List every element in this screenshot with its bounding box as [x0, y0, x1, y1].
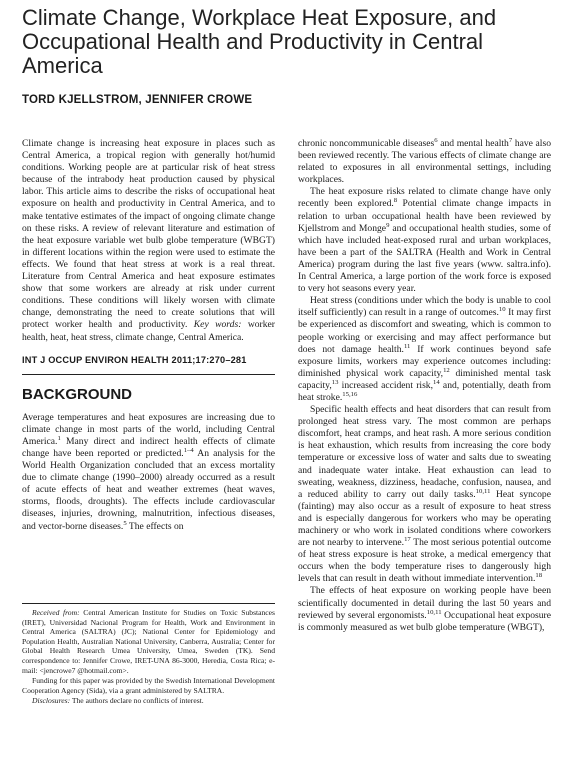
- body-paragraph: Specific health effects and heat disorders that can result from prolonged heat stress vary. The most common are perhaps discomfort, heat cramps, and heat rash. A more serious condition is heat exhaustion, which results from increasing the core body temperature or excessive loss of water and salts due to sweating and inadequate water intake. Heat exhaustion can lead to sweating, weakness, dizziness, headache, confusion, nausea, and a reduced ability to carry out daily tasks.$^{10,11}$ Heat syncope (fainting) may also occur as a result of exposure to heat stress and is especially dangerous for workers who may be operating machinery or who work in isolated conditions where coworkers are not nearby to intervene.$^{17}$ The most serious potential outcome of heat stress exposure is heat stroke, a medical emergency that occurs when the body temperature rises to dangerously high levels that can result in death without immediate intervention.$^{18}$: [298, 404, 551, 585]
- section-divider: [22, 374, 275, 375]
- background-paragraph: Average temperatures and heat exposures are increasing due to climate change in most parts of the world, including Central America.$^1$ Many direct and indirect health effects of climate change have been reported or predicted.$^{1-4}$ An analysis for the World Health Organization concluded that an excess mortality due to climate change (1990–2000) already occurred as a result of acute effects of heat and weather extremes (heat waves, storms, floods, droughts). The effects include cardiovascular diseases, injuries, drowning, malnutrition, infectious diseases, and vector-borne diseases.$^5$ The effects on: [22, 411, 276, 532]
- footnote-funding: Funding for this paper was provided by the Swedish International Development Cooperation Agency (Sida), via a grant administered by SALTRA.: [22, 676, 275, 695]
- body-paragraph: chronic noncommunicable diseases$^6$ and mental health$^7$ have also been reviewed recently. The various effects of climate change are related to exposures in all environmental settings, including workplaces.: [298, 136, 551, 186]
- keywords-label: Key words:: [193, 319, 242, 331]
- keywords: worker health, heat, heat stress, climate change, Central America.: [22, 319, 275, 343]
- body-paragraph: The heat exposure risks related to climate change have only recently been explored.$^8$ Potential climate change impacts in relation to urban occupational health have been reviewed by Kjellstrom and Monge$^9$ and occupational health studies, some of which have included heat-exposed rural and urban workplaces, have been a part of the SALTRA (Health and Work in Central America) program during the last five years (www. saltra.info). In Central America, a large portion of the work force is exposed to very hot seasons every year.: [298, 186, 551, 295]
- abstract-text: Climate change is increasing heat exposure in places such as Central America, a tropical region with generally hot/humid conditions. Working people are at particular risk of heat stress because of the intrabody heat production caused by physical labor. This article aims to describe the risks of occupational heat exposure on health and productivity in Central America, and to make tentative estimates of the impact of ongoing climate change on these risks. A review of relevant literature and estimation of the heat exposure variable wet bulb globe temperature (WBGT) in different locations within the region were used to estimate the effects. We found that heat stress at work is a real threat. Literature from Central America and heat exposure estimates show that some workers are already at risk under current conditions. These conditions will likely worsen with climate change, demonstrating the need to create solutions that will protect worker health and productivity. Key words: worker health, heat, heat stress, climate change, Central America.: [22, 138, 275, 343]
- body-paragraph: The effects of heat exposure on working people have been scientifically documented in detail during the last 50 years and reviewed by several ergonomists.$^{10,11}$ Occupational heat exposure is commonly measured as wet bulb globe temperature (WBGT),: [298, 585, 551, 633]
- journal-citation: INT J OCCUP ENVIRON HEALTH 2011;17:270–281: [22, 354, 247, 365]
- body-paragraph: Heat stress (conditions under which the body is unable to cool itself sufficiently) can result in a range of outcomes.$^{10}$ It may first be experienced as discomfort and sweating, which is common to people working or exercising and may affect performance but does not damage health.$^{11}$ If work continues beyond safe exposure limits, workers may experience outcomes including: diminished physical work capacity,$^{12}$ diminished mental task capacity,$^{13}$ increased accident risk,$^{14}$ and, potentially, death from heat stroke.$^{15,16}$: [298, 295, 551, 403]
- footnote-disclosures: Disclosures: The authors declare no conflicts of interest.: [32, 696, 204, 706]
- footnotes: [22, 603, 275, 707]
- right-column: [298, 138, 551, 634]
- left-column: [22, 138, 275, 533]
- footnote-received: Received from: Central American Institute for Studies on Toxic Substances (IRET), Universidad Nacional Program for Health, Work and Environment in Central America (SALTRA) (JC); National Center for Epidemiology and Population Health, Australian National University, Canberra, Australia; Center for Global Health Research Umea University, Umea, Sweden (TK). Send correspondence to: Jennifer Crowe, IRET-UNA 86-3000, Heredia, Costa Rica; e-mail: <jencrowe7 @hotmail.com>.: [22, 608, 276, 675]
- abstract: [22, 138, 275, 344]
- section-heading: BACKGROUND: [22, 385, 132, 403]
- article-title: Climate Change, Workplace Heat Exposure, and Occupational Health and Productivity in Central America: [22, 5, 497, 78]
- article-authors: TORD KJELLSTROM, JENNIFER CROWE: [22, 94, 253, 106]
